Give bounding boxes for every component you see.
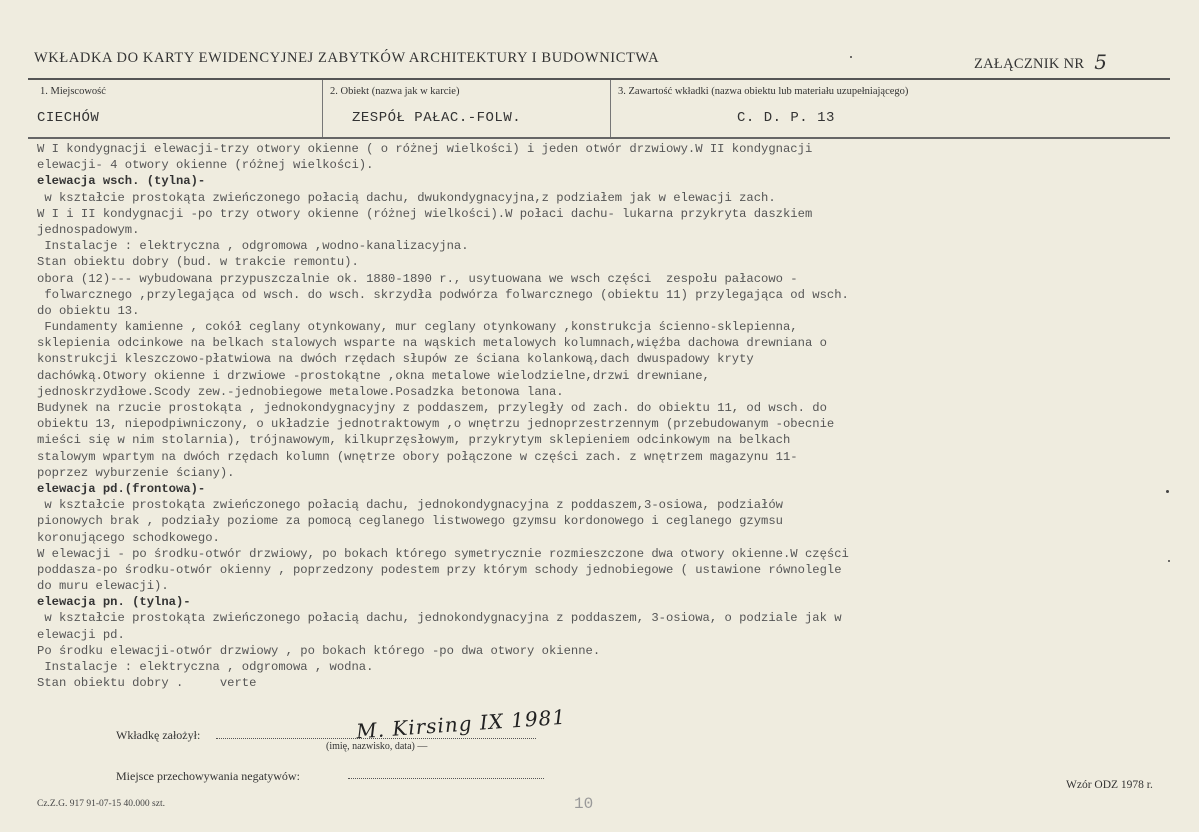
- field-content-label: 3. Zawartość wkładki (nazwa obiektu lub materiału uzupełniającego): [618, 86, 909, 97]
- body-line: W I kondygnacji elewacji-trzy otwory okienne ( o różnej wielkości) i jeden otwór drzwiowy.W II kondygnacji: [37, 142, 813, 156]
- field-divider-2: [610, 80, 611, 137]
- body-line: obora (12)--- wybudowana przypuszczalnie ok. 1880-1890 r., usytuowana we wsch części zespołu pałacowo -: [37, 271, 798, 286]
- body-line: folwarcznego ,przylegająca od wsch. do wsch. skrzydła podwórza folwarcznego (obiektu 11) przylegająca od wsch.: [37, 287, 849, 302]
- body-line: poprzez wyburzenie ściany).: [37, 465, 235, 480]
- signed-by-label: Wkładkę założył:: [116, 728, 201, 742]
- field-divider-1: [322, 80, 323, 137]
- body-line: W elewacji - po środku-otwór drzwiowy, po bokach którego symetrycznie rozmieszczone dwa otwory okienne.W części: [37, 546, 849, 561]
- body-line: Budynek na rzucie prostokąta , jednokondygnacyjny z poddaszem, przyległy od zach. do obiektu 11, od wsch. do: [37, 401, 827, 415]
- scan-speck: [1168, 560, 1170, 562]
- body-line: do obiektu 13.: [37, 303, 140, 318]
- body-line: Instalacje : elektryczna , odgromowa , wodna.: [37, 660, 374, 674]
- body-line: Stan obiektu dobry (bud. w trakcie remontu).: [37, 255, 359, 270]
- field-object-value: ZESPÓŁ PAŁAC.-FOLW.: [352, 110, 522, 126]
- field-object-label: 2. Obiekt (nazwa jak w karcie): [330, 86, 460, 97]
- body-line: poddasza-po środku-otwór okienny , poprzedzony podestem przy którym schody jednobiegowe ( ustawione równolegle: [37, 562, 842, 577]
- fields-rule: [28, 137, 1170, 139]
- body-line: konstrukcji kleszczowo-płatwiowa na dwóch rzędach słupów ze ściana kolankową,dach dwuspadowy kryty: [37, 352, 754, 367]
- form-title: WKŁADKA DO KARTY EWIDENCYJNEJ ZABYTKÓW ARCHITEKTURY I BUDOWNICTWA: [34, 50, 660, 66]
- body-line: w kształcie prostokąta zwieńczonego połacią dachu, jednokondygnacyjna z poddaszem, 3-osiowa, o podziale jak w: [37, 611, 842, 626]
- body-line: sklepienia odcinkowe na belkach stalowych wsparte na wąskich metalowych kolumnach,więźba dachowa drewniana o: [37, 336, 827, 351]
- body-line: jednoskrzydłowe.Scody zew.-jednobiegowe metalowe.Posadzka betonowa lana.: [37, 384, 564, 399]
- body-line: obiektu 13, niepodpiwniczony, o układzie jednotraktowym ,o wnętrzu jednoprzestrzennym (przebudowanym -obecnie: [37, 417, 835, 432]
- negatives-location-line: [348, 778, 544, 779]
- body-line: stalowym wpartym na dwóch rzędach kolumn (wnętrze obory połączone w części zach. z wnętrzem magazynu 11-: [37, 449, 798, 464]
- signature-note: (imię, nazwisko, data) —: [326, 741, 428, 752]
- attachment-number: 5: [1094, 50, 1108, 74]
- body-line: dachówką.Otwory okienne i drzwiowe -prostokątne ,okna metalowe wielodzielne,drzwi drewniane,: [37, 368, 710, 383]
- page-number: 10: [574, 795, 594, 813]
- field-content-value: C. D. P. 13: [737, 110, 835, 126]
- body-line: Fundamenty kamienne , cokół ceglany otynkowany, mur ceglany otynkowany ,konstrukcja ścienno-sklepienna,: [37, 320, 798, 335]
- body-line: Po środku elewacji-otwór drzwiowy , po bokach którego -po dwa otwory okienne.: [37, 643, 601, 658]
- body-line: elewacja pn. (tylna)-: [37, 595, 191, 610]
- body-line: W I i II kondygnacji -po trzy otwory okienne (różnej wielkości).W połaci dachu- lukarna przykryta daszkiem: [37, 206, 813, 221]
- attachment-label: ZAŁĄCZNIK NR: [974, 56, 1085, 72]
- scan-speck: [1166, 490, 1169, 493]
- header-rule: [28, 78, 1170, 80]
- signature: M. Kirsing IX 1981: [355, 704, 567, 744]
- attachment-heading: [974, 49, 1107, 73]
- body-line: koronującego schodkowego.: [37, 530, 220, 545]
- body-line: pionowych brak , podziały poziome za pomocą ceglanego listwowego gzymsu kordonowego i ceglanego gzymsu: [37, 514, 783, 529]
- body-line: do muru elewacji).: [37, 579, 169, 594]
- body-line: w kształcie prostokąta zwieńczonego połacią dachu, jednokondygnacyjna z poddaszem,3-osiowa, podziałów: [37, 498, 783, 513]
- body-line: jednospadowym.: [37, 222, 140, 237]
- scan-speck: [850, 56, 852, 58]
- field-location-value: CIECHÓW: [37, 110, 100, 126]
- body-line: elewacji- 4 otwory okienne (różnej wielkości).: [37, 158, 374, 173]
- field-location-label: 1. Miejscowość: [40, 86, 106, 97]
- body-line: Instalacje : elektryczna , odgromowa ,wodno-kanalizacyjna.: [37, 239, 469, 254]
- body-line: elewacja pd.(frontowa)-: [37, 481, 206, 496]
- print-info: Cz.Z.G. 917 91-07-15 40.000 szt.: [37, 799, 165, 809]
- negatives-location-label: Miejsce przechowywania negatywów:: [116, 769, 300, 783]
- body-line: elewacji pd.: [37, 627, 125, 642]
- body-line: w kształcie prostokąta zwieńczonego połacią dachu, dwukondygnacyjna,z podziałem jak w elewacji zach.: [37, 190, 776, 205]
- body-line: Stan obiektu dobry . verte: [37, 676, 257, 691]
- form-model: Wzór ODZ 1978 r.: [1066, 779, 1153, 791]
- body-line: mieści się w nim stolarnia), trójnawowym, kilkuprzęsłowym, przykrytym sklepieniem odcinkowym na belkach: [37, 433, 791, 448]
- body-line: elewacja wsch. (tylna)-: [37, 174, 206, 189]
- typed-description: [37, 141, 1167, 691]
